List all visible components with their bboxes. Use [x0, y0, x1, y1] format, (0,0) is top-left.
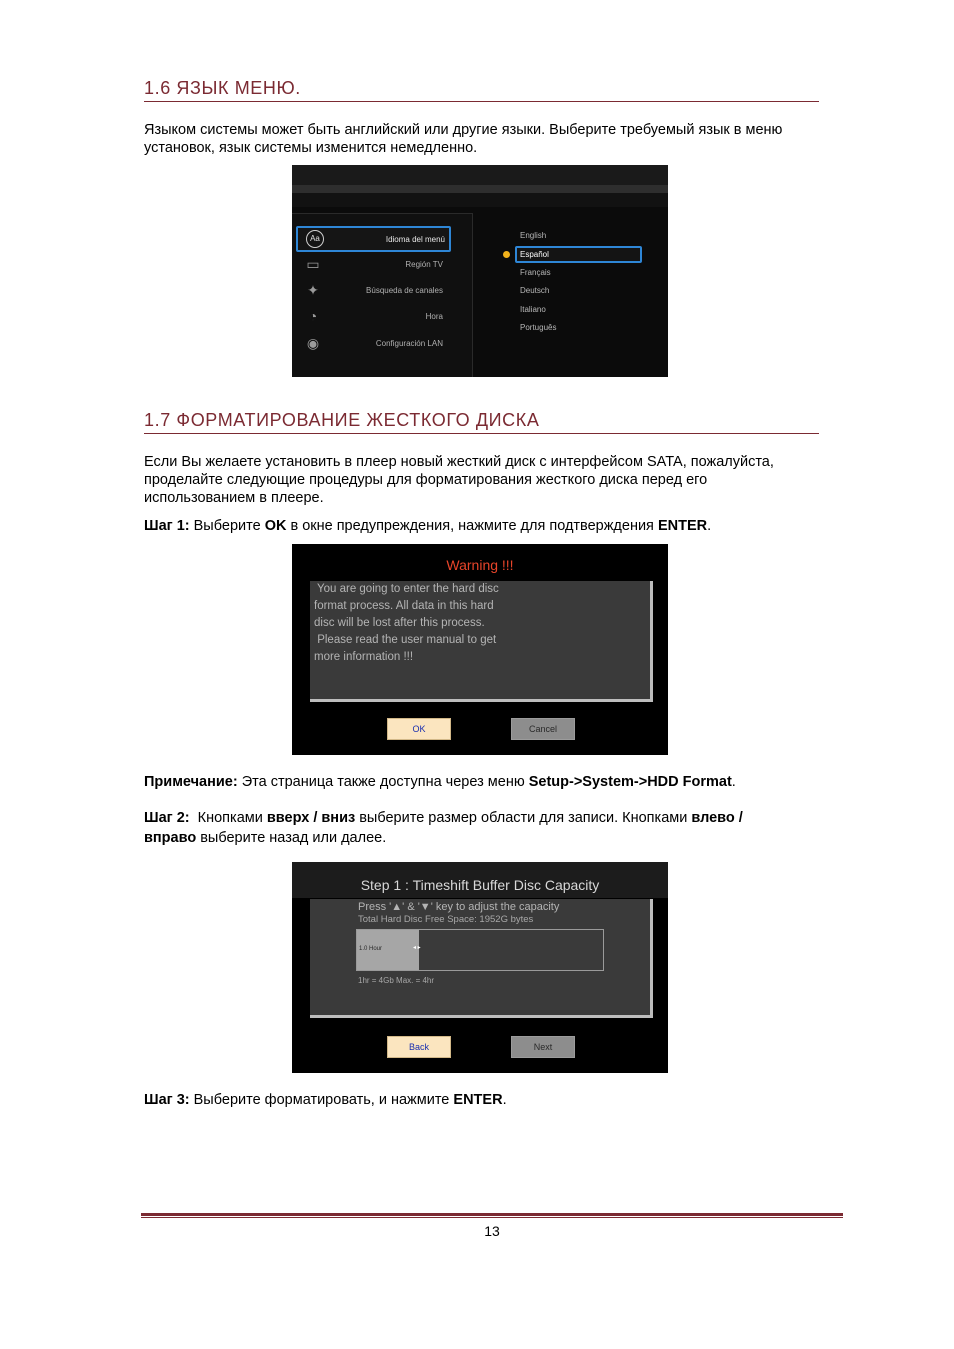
step-2-right: вправо	[144, 830, 197, 846]
clock-icon: ◔	[308, 308, 318, 324]
capacity-info: 1hr = 4Gb Max. = 4hr	[358, 976, 435, 985]
step-1-text-b: в окне предупреждения, нажмите для подтверждения	[286, 518, 658, 534]
step-2-label: Шаг 2:	[144, 810, 190, 826]
footer-rule	[141, 1213, 843, 1216]
step-1-label: Шаг 1:	[144, 518, 190, 534]
step-2-text-c: выберите назад или далее.	[196, 830, 387, 846]
step-1-enter: ENTER	[657, 518, 708, 534]
step-2-text-a: Кнопками	[189, 810, 267, 826]
language-option-espanol[interactable]: Español	[515, 246, 642, 263]
ok-button[interactable]: OK	[387, 718, 451, 740]
selected-dot-icon	[503, 251, 510, 258]
step-3-text	[144, 1091, 824, 1109]
warning-line: format process. All data in this hard	[314, 600, 494, 612]
tv-icon: ▭	[306, 256, 320, 272]
menu-item-idioma[interactable]	[296, 226, 451, 252]
step-1-end: .	[707, 518, 712, 534]
menu-item-label: Búsqueda de canales	[366, 286, 443, 295]
menu-item-hora[interactable]	[296, 305, 447, 327]
menu-item-region-tv[interactable]	[296, 253, 447, 275]
warning-line: You are going to enter the hard disc	[314, 583, 499, 595]
warning-line: more information !!!	[314, 651, 414, 663]
note-end: .	[731, 774, 736, 790]
language-option-italiano[interactable]: Italiano	[520, 305, 546, 314]
step-3-enter: ENTER	[453, 1092, 503, 1108]
timeshift-instruction: Press '▲' & '▼' key to adjust the capacity	[358, 901, 560, 913]
satellite-icon: ✦	[307, 282, 319, 298]
section-heading-1-6: 1.6 ЯЗЫК МЕНЮ.	[144, 78, 819, 102]
step-2-text	[144, 808, 824, 848]
footer-rule-thin	[141, 1217, 843, 1218]
step-3-label: Шаг 3:	[144, 1092, 190, 1108]
note-menu-path: Setup->System->HDD Format	[528, 774, 732, 790]
step-1-text-a: Выберите	[189, 518, 265, 534]
capacity-slider[interactable]	[356, 929, 604, 971]
menu-language-screenshot	[292, 165, 668, 377]
note-body: Эта страница также доступна через меню	[237, 774, 529, 790]
warning-line: Please read the user manual to get	[314, 634, 497, 646]
step-2-left: влево /	[691, 810, 743, 826]
menu-item-label: Región TV	[405, 260, 443, 269]
warning-message	[314, 581, 644, 666]
next-button[interactable]: Next	[511, 1036, 575, 1058]
warning-line: disc will be lost after this process.	[314, 617, 485, 629]
back-button[interactable]: Back	[387, 1036, 451, 1058]
step-1-text	[144, 517, 824, 535]
step-2-text-b: выберите размер области для записи. Кнопками	[355, 810, 692, 826]
menu-item-label: Configuración LAN	[375, 339, 443, 348]
language-option-francais[interactable]: Français	[520, 268, 551, 277]
menu-item-label: Hora	[425, 312, 443, 321]
language-option-portugues[interactable]: Português	[520, 323, 557, 332]
note-text	[144, 773, 824, 791]
screenshot-header-strip	[292, 193, 668, 207]
section-heading-1-7: 1.7 ФОРМАТИРОВАНИЕ ЖЕСТКОГО ДИСКА	[144, 410, 819, 434]
warning-message-panel	[310, 581, 653, 702]
language-option-english[interactable]: English	[520, 231, 547, 240]
network-icon: ◉	[306, 335, 320, 351]
timeshift-panel	[310, 899, 653, 1018]
timeshift-free-space: Total Hard Disc Free Space: 1952G bytes	[358, 914, 534, 925]
language-option-deutsch[interactable]: Deutsch	[520, 286, 550, 295]
step-3-body: Выберите форматировать, и нажмите	[189, 1092, 454, 1108]
timeshift-dialog-screenshot	[292, 862, 668, 1073]
section-1-7-paragraph: Если Вы желаете установить в плеер новый жесткий диск с интерфейсом SATA, пожалуйста, проделайте следующие процедуры для форматирования жесткого диска перед его использованием в плеере.	[144, 454, 774, 506]
warning-title: Warning !!!	[446, 557, 514, 573]
menu-item-lan[interactable]	[296, 332, 447, 354]
note-label: Примечание:	[144, 774, 238, 790]
page-number: 13	[484, 1223, 500, 1239]
screenshot-top-bar	[292, 165, 668, 185]
aa-icon: Aa	[306, 230, 324, 248]
section-1-6-paragraph: Языком системы может быть английский или другие языки. Выберите требуемый язык в меню установок, язык системы изменится немедленно.	[144, 122, 783, 156]
slider-arrows-icon[interactable]: ◂ ▸	[413, 945, 421, 951]
menu-item-label: Idioma del menú	[385, 235, 445, 244]
capacity-value-label: 1.0 Hour	[359, 946, 383, 952]
step-2-updown: вверх / вниз	[266, 810, 356, 826]
warning-dialog-screenshot	[292, 544, 668, 755]
screenshot-top-bar-stripe	[292, 185, 668, 193]
step-3-end: .	[502, 1092, 507, 1108]
step-1-ok: OK	[264, 518, 287, 534]
timeshift-title: Step 1 : Timeshift Buffer Disc Capacity	[360, 877, 600, 893]
cancel-button[interactable]: Cancel	[511, 718, 575, 740]
menu-item-busqueda[interactable]	[296, 279, 447, 301]
